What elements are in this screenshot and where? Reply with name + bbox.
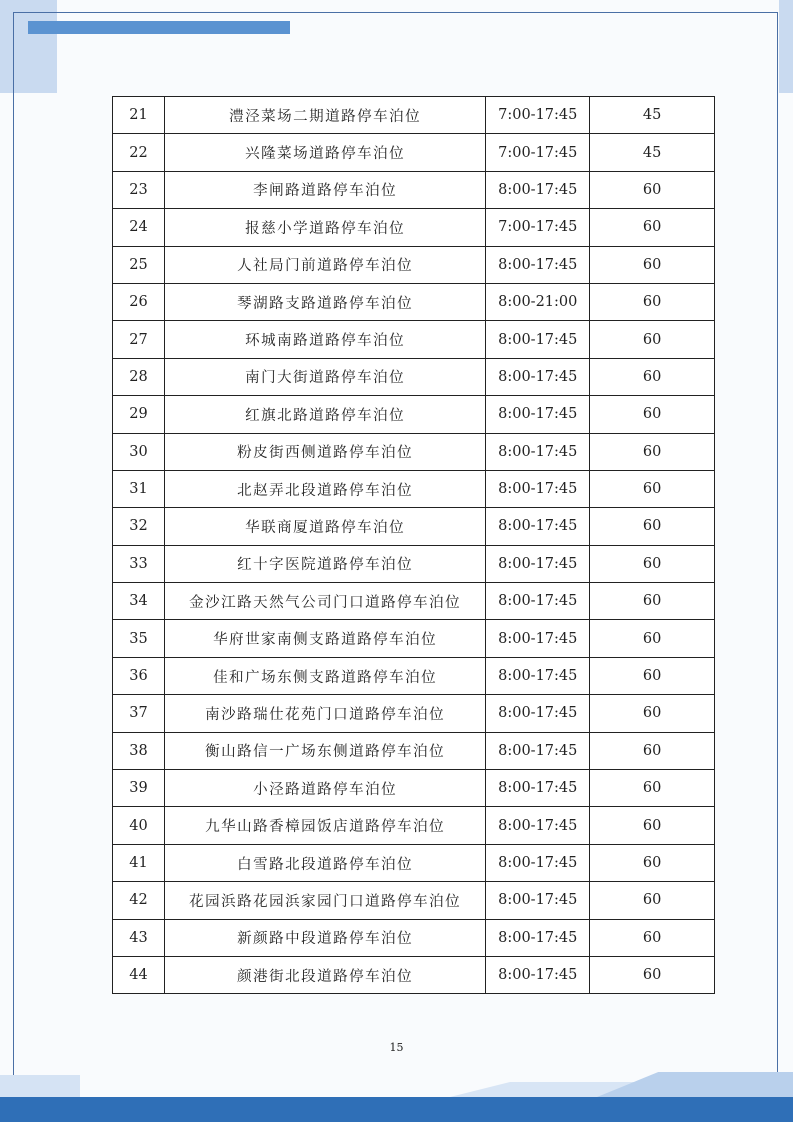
location-name-cell: 南门大街道路停车泊位 (164, 358, 485, 395)
minutes-cell: 60 (590, 209, 715, 246)
location-name-cell: 李闸路道路停车泊位 (164, 171, 485, 208)
location-name-cell: 琴湖路支路道路停车泊位 (164, 283, 485, 320)
minutes-cell: 45 (590, 97, 715, 134)
hours-cell: 8:00-17:45 (486, 545, 590, 582)
row-number-cell: 33 (113, 545, 165, 582)
table-row (113, 171, 715, 208)
minutes-cell: 60 (590, 246, 715, 283)
table-row (113, 695, 715, 732)
row-number-cell: 23 (113, 171, 165, 208)
hours-cell: 8:00-17:45 (486, 321, 590, 358)
table-row (113, 956, 715, 993)
row-number-cell: 28 (113, 358, 165, 395)
minutes-cell: 60 (590, 470, 715, 507)
hours-cell: 8:00-17:45 (486, 583, 590, 620)
row-number-cell: 30 (113, 433, 165, 470)
row-number-cell: 27 (113, 321, 165, 358)
location-name-cell: 金沙江路天然气公司门口道路停车泊位 (164, 583, 485, 620)
row-number-cell: 41 (113, 844, 165, 881)
table-row (113, 358, 715, 395)
minutes-cell: 60 (590, 583, 715, 620)
hours-cell: 8:00-17:45 (486, 956, 590, 993)
location-name-cell: 澧泾菜场二期道路停车泊位 (164, 97, 485, 134)
location-name-cell: 佳和广场东侧支路道路停车泊位 (164, 657, 485, 694)
row-number-cell: 32 (113, 508, 165, 545)
location-name-cell: 华府世家南侧支路道路停车泊位 (164, 620, 485, 657)
hours-cell: 7:00-17:45 (486, 134, 590, 171)
hours-cell: 7:00-17:45 (486, 209, 590, 246)
location-name-cell: 粉皮街西侧道路停车泊位 (164, 433, 485, 470)
decorative-footer-light-block (0, 1075, 80, 1097)
minutes-cell: 60 (590, 882, 715, 919)
location-name-cell: 红十字医院道路停车泊位 (164, 545, 485, 582)
row-number-cell: 39 (113, 770, 165, 807)
row-number-cell: 38 (113, 732, 165, 769)
location-name-cell: 环城南路道路停车泊位 (164, 321, 485, 358)
location-name-cell: 小泾路道路停车泊位 (164, 770, 485, 807)
minutes-cell: 60 (590, 844, 715, 881)
decorative-footer-bar (0, 1097, 793, 1122)
minutes-cell: 60 (590, 807, 715, 844)
row-number-cell: 29 (113, 396, 165, 433)
table-row (113, 209, 715, 246)
table-row (113, 134, 715, 171)
location-name-cell: 兴隆菜场道路停车泊位 (164, 134, 485, 171)
location-name-cell: 人社局门前道路停车泊位 (164, 246, 485, 283)
table-row (113, 770, 715, 807)
minutes-cell: 60 (590, 657, 715, 694)
hours-cell: 8:00-17:45 (486, 171, 590, 208)
table-row (113, 321, 715, 358)
table-row (113, 97, 715, 134)
page-number: 15 (389, 1041, 404, 1054)
row-number-cell: 37 (113, 695, 165, 732)
row-number-cell: 36 (113, 657, 165, 694)
location-name-cell: 白雪路北段道路停车泊位 (164, 844, 485, 881)
table-row (113, 583, 715, 620)
minutes-cell: 60 (590, 770, 715, 807)
minutes-cell: 45 (590, 134, 715, 171)
decorative-corner-block-top-right (779, 0, 793, 93)
table-row (113, 246, 715, 283)
row-number-cell: 21 (113, 97, 165, 134)
location-name-cell: 新颜路中段道路停车泊位 (164, 919, 485, 956)
table-row (113, 807, 715, 844)
hours-cell: 8:00-17:45 (486, 433, 590, 470)
table-row (113, 396, 715, 433)
table-row (113, 283, 715, 320)
hours-cell: 8:00-17:45 (486, 844, 590, 881)
table-row (113, 620, 715, 657)
hours-cell: 8:00-17:45 (486, 807, 590, 844)
minutes-cell: 60 (590, 396, 715, 433)
hours-cell: 8:00-17:45 (486, 470, 590, 507)
location-name-cell: 报慈小学道路停车泊位 (164, 209, 485, 246)
minutes-cell: 60 (590, 508, 715, 545)
table-row (113, 657, 715, 694)
hours-cell: 8:00-17:45 (486, 695, 590, 732)
minutes-cell: 60 (590, 171, 715, 208)
minutes-cell: 60 (590, 919, 715, 956)
row-number-cell: 40 (113, 807, 165, 844)
minutes-cell: 60 (590, 620, 715, 657)
hours-cell: 8:00-17:45 (486, 620, 590, 657)
location-name-cell: 衡山路信一广场东侧道路停车泊位 (164, 732, 485, 769)
table-row (113, 732, 715, 769)
table-row (113, 470, 715, 507)
table-row (113, 919, 715, 956)
hours-cell: 7:00-17:45 (486, 97, 590, 134)
hours-cell: 8:00-17:45 (486, 396, 590, 433)
table-row (113, 508, 715, 545)
hours-cell: 8:00-17:45 (486, 508, 590, 545)
row-number-cell: 31 (113, 470, 165, 507)
minutes-cell: 60 (590, 956, 715, 993)
row-number-cell: 44 (113, 956, 165, 993)
location-name-cell: 花园浜路花园浜家园门口道路停车泊位 (164, 882, 485, 919)
row-number-cell: 43 (113, 919, 165, 956)
table-body (113, 97, 715, 994)
hours-cell: 8:00-21:00 (486, 283, 590, 320)
row-number-cell: 34 (113, 583, 165, 620)
row-number-cell: 42 (113, 882, 165, 919)
decorative-header-bar (28, 21, 290, 34)
parking-spots-table (112, 96, 715, 994)
row-number-cell: 22 (113, 134, 165, 171)
table-row (113, 433, 715, 470)
hours-cell: 8:00-17:45 (486, 882, 590, 919)
location-name-cell: 红旗北路道路停车泊位 (164, 396, 485, 433)
row-number-cell: 24 (113, 209, 165, 246)
location-name-cell: 颜港街北段道路停车泊位 (164, 956, 485, 993)
hours-cell: 8:00-17:45 (486, 919, 590, 956)
hours-cell: 8:00-17:45 (486, 770, 590, 807)
table-row (113, 545, 715, 582)
minutes-cell: 60 (590, 358, 715, 395)
minutes-cell: 60 (590, 695, 715, 732)
minutes-cell: 60 (590, 545, 715, 582)
location-name-cell: 南沙路瑞仕花苑门口道路停车泊位 (164, 695, 485, 732)
row-number-cell: 26 (113, 283, 165, 320)
hours-cell: 8:00-17:45 (486, 732, 590, 769)
table-row (113, 844, 715, 881)
minutes-cell: 60 (590, 433, 715, 470)
hours-cell: 8:00-17:45 (486, 657, 590, 694)
row-number-cell: 35 (113, 620, 165, 657)
hours-cell: 8:00-17:45 (486, 246, 590, 283)
minutes-cell: 60 (590, 321, 715, 358)
minutes-cell: 60 (590, 283, 715, 320)
hours-cell: 8:00-17:45 (486, 358, 590, 395)
minutes-cell: 60 (590, 732, 715, 769)
location-name-cell: 九华山路香樟园饭店道路停车泊位 (164, 807, 485, 844)
table-row (113, 882, 715, 919)
row-number-cell: 25 (113, 246, 165, 283)
location-name-cell: 北赵弄北段道路停车泊位 (164, 470, 485, 507)
location-name-cell: 华联商厦道路停车泊位 (164, 508, 485, 545)
